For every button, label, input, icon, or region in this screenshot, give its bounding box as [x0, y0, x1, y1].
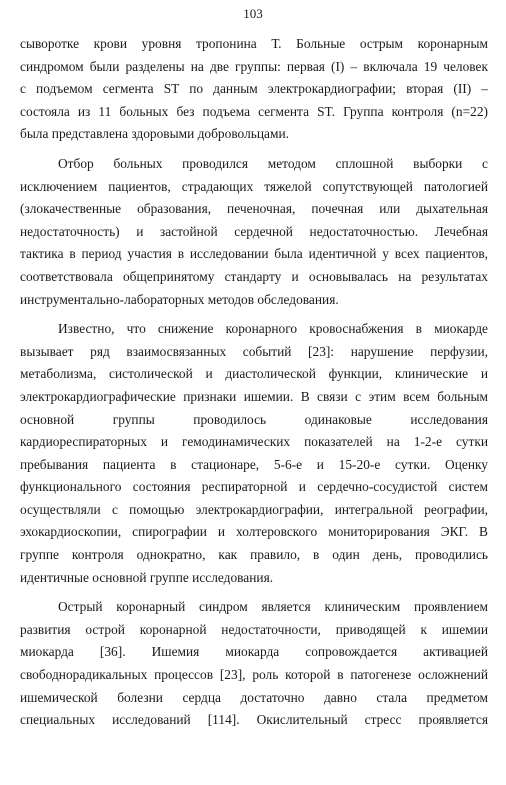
text-line: Острый коронарный синдром является клиническим проявлением	[58, 599, 488, 615]
paragraph	[20, 318, 488, 589]
text-line: состояла из 11 больных без подъема сегмента ST. Группа контроля (n=22)	[20, 103, 488, 119]
text-line: электрокардиографические признаки ишемии. В связи с этим всем больным	[20, 388, 488, 404]
text-line: основной группы проводилось одинаковые исследования	[20, 411, 488, 427]
text-line: (злокачественные образования, печеночная, почечная или дыхательная	[20, 201, 488, 217]
text-line: инструментально-лабораторных методов обследования.	[20, 291, 339, 307]
text-line: с подъемом сегмента ST по данным электрокардиографии; вторая (II) –	[20, 81, 488, 97]
text-line: функционального состояния респираторной и сердечно-сосудистой систем	[20, 479, 488, 495]
text-line: сыворотке крови уровня тропонина Т. Больные острым коронарным	[20, 36, 488, 51]
text-line: синдромом были разделены на две группы: первая (I) – включала 19 человек	[20, 58, 488, 74]
text-line: развития острой коронарной недостаточности, приводящей к ишемии	[20, 621, 488, 637]
paragraph	[20, 596, 488, 732]
text-line: кардиореспираторных и гемодинамических показателей на 1-2-е сутки	[20, 434, 488, 450]
text-line: осуществляли с помощью электрокардиографии, интегральной реографии,	[20, 501, 488, 517]
text-line: Отбор больных проводился методом сплошной выборки с	[58, 155, 488, 171]
text-line: соответствовала общепринятому стандарту и основывалась на результатах	[20, 268, 488, 284]
paragraph	[20, 153, 488, 311]
text-line: тактика в период участия в исследовании была идентичной у всех пациентов,	[20, 246, 488, 262]
text-line: миокарда [36]. Ишемия миокарда сопровождается активацией	[20, 644, 488, 660]
text-line: специальных исследований [114]. Окислительный стресс проявляется	[20, 712, 488, 728]
text-line: группе контроля однократно, как правило, в один день, проводились	[20, 547, 488, 563]
text-line: вызывает ряд взаимосвязанных событий [23]: нарушение перфузии,	[20, 343, 488, 359]
text-line: была представлена здоровыми добровольцами.	[20, 126, 289, 142]
text-line: идентичные основной группе исследования.	[20, 569, 274, 585]
paragraph	[20, 33, 488, 146]
page-number: 103	[243, 6, 263, 21]
text-line: метаболизма, систолической и диастолической функции, клинические и	[20, 366, 488, 382]
text-line: эхокардиоскопии, спирографии и холтеровского мониторирования ЭКГ. В	[20, 524, 488, 540]
text-line: пребывания пациента в стационаре, 5-6-е и 15-20-е сутки. Оценку	[20, 456, 488, 472]
text-line: недостаточность) и застойной сердечной недостаточностью. Лечебная	[20, 223, 488, 239]
text-line: свободнорадикальных процессов [23], роль которой в патогенезе осложнений	[20, 667, 488, 683]
text-line: Известно, что снижение коронарного кровоснабжения в миокарде	[58, 321, 488, 337]
text-line: исключением пациентов, страдающих тяжелой сопутствующей патологией	[20, 178, 488, 194]
text-line: ишемической болезни сердца достаточно давно стала предметом	[20, 689, 488, 705]
body-text	[20, 33, 488, 739]
